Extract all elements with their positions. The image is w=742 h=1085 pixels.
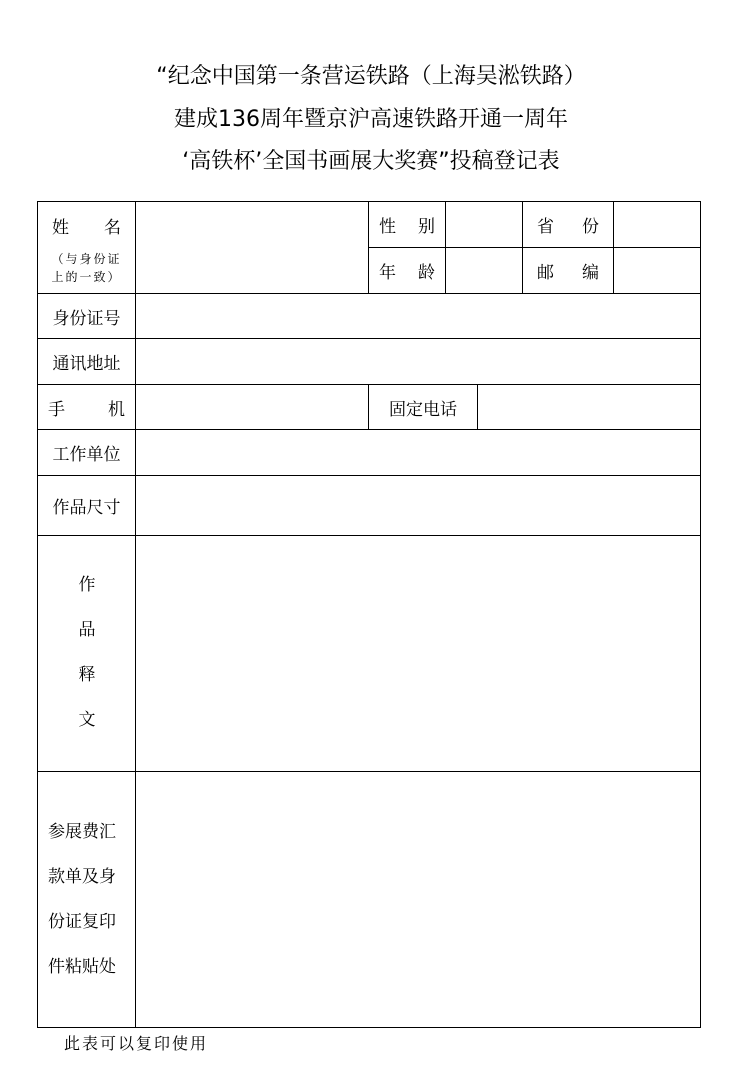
gender-input[interactable] bbox=[446, 202, 522, 247]
document-title-line-3: ‘高铁杯’全国书画展大奖赛”投稿登记表 bbox=[182, 149, 560, 174]
address-label: 通讯地址 bbox=[52, 354, 121, 374]
age-label: 年 龄 bbox=[379, 263, 435, 283]
id-number-label: 身份证号 bbox=[52, 308, 121, 329]
mobile-label: 手 机 bbox=[48, 399, 125, 420]
employer-label: 工作单位 bbox=[52, 445, 121, 465]
document-title-line-2: 建成136周年暨京沪高速铁路开通一周年 bbox=[174, 107, 568, 132]
artwork-text-label: 作 品 释 文 bbox=[78, 575, 96, 730]
gender-label: 性 别 bbox=[379, 217, 435, 237]
landline-label: 固定电话 bbox=[389, 399, 457, 420]
name-note: （与身份证 上的一致） bbox=[51, 252, 122, 284]
artwork-text-input[interactable] bbox=[136, 536, 700, 771]
province-label: 省 份 bbox=[537, 217, 599, 237]
payment-attachment-label: 参展费汇 款单及身 份证复印 件粘贴处 bbox=[48, 822, 116, 977]
province-input[interactable] bbox=[614, 202, 700, 247]
age-input[interactable] bbox=[446, 248, 522, 293]
mobile-input[interactable] bbox=[136, 385, 368, 429]
name-label: 姓 名 bbox=[52, 217, 121, 238]
postcode-label: 邮 编 bbox=[537, 263, 599, 283]
footnote: 此表可以复印使用 bbox=[64, 1034, 209, 1053]
postcode-input[interactable] bbox=[614, 248, 700, 293]
payment-attachment-area[interactable] bbox=[136, 772, 700, 1027]
document-title-line-1: “纪念中国第一条营运铁路（上海吴淞铁路） bbox=[156, 64, 586, 89]
registration-form bbox=[37, 201, 701, 1028]
landline-input[interactable] bbox=[478, 385, 700, 429]
artwork-size-input[interactable] bbox=[136, 476, 700, 535]
id-number-input[interactable] bbox=[136, 294, 700, 338]
name-input[interactable] bbox=[136, 202, 368, 293]
employer-input[interactable] bbox=[136, 430, 700, 475]
address-input[interactable] bbox=[136, 339, 700, 384]
artwork-size-label: 作品尺寸 bbox=[52, 498, 121, 518]
